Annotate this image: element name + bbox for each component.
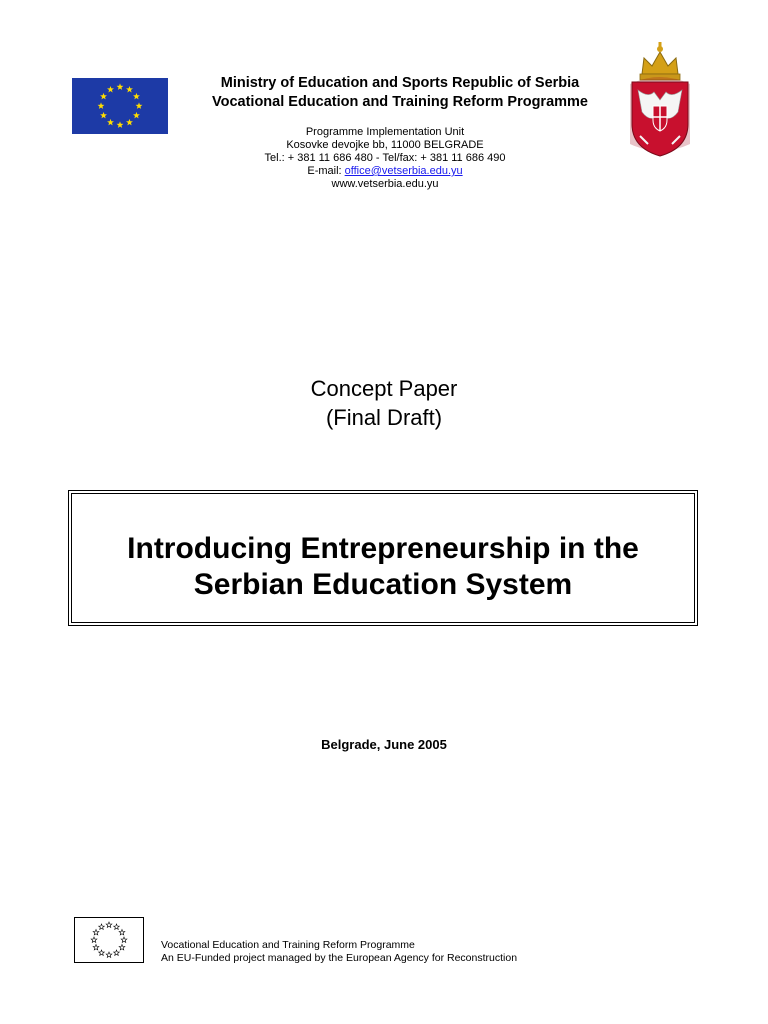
document-title-line1: Introducing Entrepreneurship in the xyxy=(127,532,639,565)
eu-star-icon xyxy=(106,952,112,957)
address: Kosovke devojke bb, 11000 BELGRADE xyxy=(286,139,484,151)
eu-star-icon xyxy=(107,119,114,126)
eu-star-icon xyxy=(91,937,97,942)
eu-star-icon xyxy=(99,950,105,955)
eu-star-icon xyxy=(99,924,105,929)
implementation-unit: Programme Implementation Unit xyxy=(305,126,465,138)
document-type: Concept Paper xyxy=(310,376,458,401)
footer-programme: Vocational Education and Training Reform Programme xyxy=(161,939,415,951)
eu-star-icon xyxy=(117,83,124,90)
eu-star-icon xyxy=(93,930,99,935)
ministry-name: Ministry of Education and Sports Republic of Serbia xyxy=(220,75,580,91)
website: www.vetserbia.edu.yu xyxy=(331,178,439,190)
email-link[interactable]: office@vetserbia.edu.yu xyxy=(344,165,463,177)
eu-star-icon xyxy=(133,93,140,100)
eu-star-icon xyxy=(121,937,127,942)
eu-star-icon xyxy=(119,945,125,950)
email-label: E-mail: xyxy=(307,165,345,177)
document-status: (Final Draft) xyxy=(325,405,443,430)
eu-star-icon xyxy=(98,102,105,109)
eu-star-icon xyxy=(106,922,112,927)
eu-star-icon xyxy=(93,945,99,950)
eu-star-icon xyxy=(119,930,125,935)
eu-flag-outline-icon xyxy=(74,917,144,963)
eu-star-icon xyxy=(136,102,143,109)
eu-star-icon xyxy=(126,119,133,126)
phone-line: Tel.: + 381 11 686 480 - Tel/fax: + 381 11 686 490 xyxy=(264,152,506,164)
place-and-date: Belgrade, June 2005 xyxy=(321,737,447,752)
eu-star-icon xyxy=(126,86,133,93)
document-title-line2: Serbian Education System xyxy=(193,568,573,601)
eu-star-icon xyxy=(100,93,107,100)
footer-funding-note: An EU-Funded project managed by the European Agency for Reconstruction xyxy=(161,952,518,964)
eu-star-icon xyxy=(107,86,114,93)
email-line xyxy=(150,165,620,178)
eu-star-icon xyxy=(100,112,107,119)
programme-name: Vocational Education and Training Reform Programme xyxy=(212,94,588,110)
eu-star-icon xyxy=(133,112,140,119)
eu-star-icon xyxy=(114,950,120,955)
eu-star-icon xyxy=(114,924,120,929)
eu-star-icon xyxy=(117,121,124,128)
